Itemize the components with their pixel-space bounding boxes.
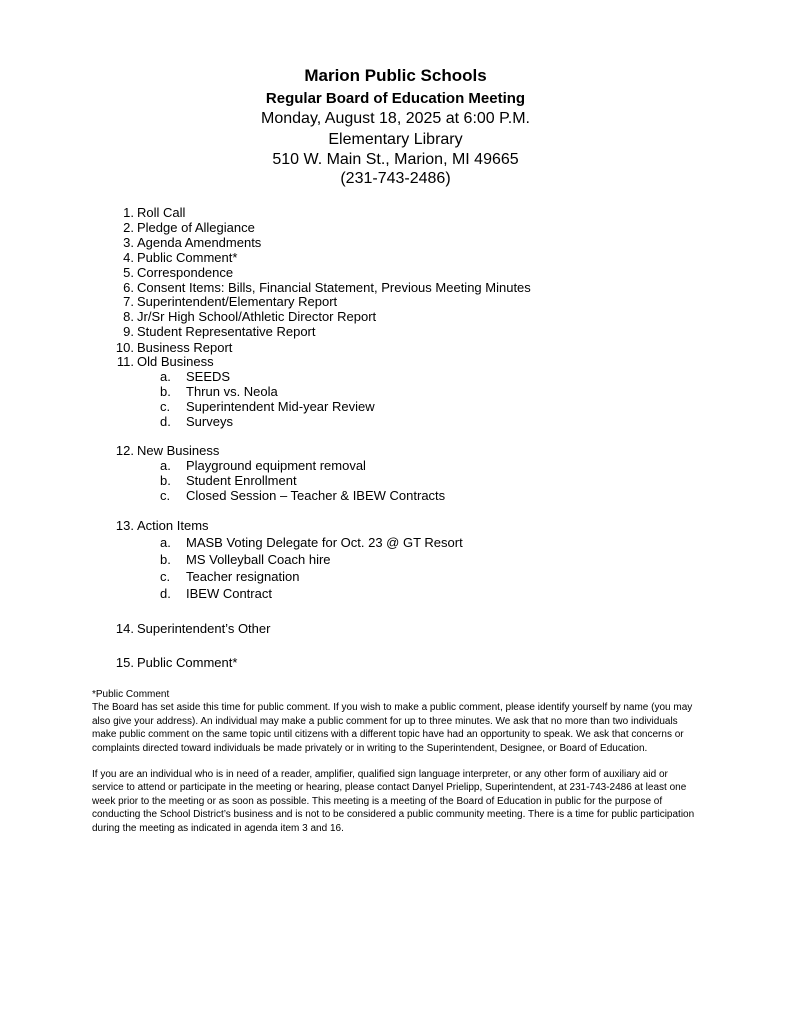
agenda-item-number: 14.	[115, 621, 134, 636]
agenda-item-number: 6.	[123, 280, 134, 295]
agenda-item-number: b.	[160, 552, 171, 567]
notes-heading: *Public Comment	[92, 689, 170, 700]
agenda-item-label: Pledge of Allegiance	[137, 220, 255, 235]
agenda-item-number: c.	[160, 569, 171, 584]
agenda-item-label: Consent Items: Bills, Financial Statement, Previous Meeting Minutes	[137, 280, 531, 295]
agenda-item-number: b.	[160, 473, 171, 488]
agenda-item-number: a.	[160, 458, 171, 473]
agenda-item-label: Jr/Sr High School/Athletic Director Report	[137, 309, 377, 324]
agenda-item-label: Superintendent/Elementary Report	[137, 294, 338, 309]
agenda-item-number: 3.	[123, 235, 134, 250]
agenda-item-label: Playground equipment removal	[186, 458, 366, 473]
agenda-item-number: 13.	[115, 518, 134, 533]
agenda-item-label: Superintendent’s Other	[137, 621, 271, 636]
agenda-item-number: 4.	[123, 250, 134, 265]
agenda-item-number: 15.	[115, 655, 134, 670]
agenda-item-number: 8.	[123, 309, 134, 324]
meeting-phone: (231-743-2486)	[340, 170, 451, 187]
agenda-item-label: Old Business	[137, 354, 214, 369]
agenda-item-number: d.	[160, 586, 171, 601]
agenda-item-label: Superintendent Mid-year Review	[186, 399, 375, 414]
agenda-item-number: 10.	[115, 340, 134, 355]
school-name: Marion Public Schools	[304, 66, 487, 85]
agenda-item-number: 1.	[123, 205, 134, 220]
agenda-item-number: 9.	[123, 324, 134, 339]
agenda-item-label: Roll Call	[137, 205, 186, 220]
agenda-item-label: Public Comment*	[137, 250, 238, 265]
agenda-item-number: d.	[160, 414, 171, 429]
agenda-item-label: IBEW Contract	[186, 586, 272, 601]
notes-paragraph-public-comment: The Board has set aside this time for public comment. If you wish to make a public comment, please identify yourself by name (you may also give your address). An individual may make a public comment for up to three minutes. We ask that no more than two individuals make public comment on the same topic until citizens with a different topic have had an opportunity to speak. We ask that concerns or complaints directed toward individuals be made privately or in writing to the Superintendent, Designee, or Board of Education.	[92, 702, 693, 754]
agenda-item-label: Teacher resignation	[186, 569, 300, 584]
agenda-item-number: a.	[160, 369, 171, 384]
agenda-item-label: Thrun vs. Neola	[186, 384, 278, 399]
agenda-item-label: MASB Voting Delegate for Oct. 23 @ GT Resort	[186, 535, 463, 550]
agenda-item-label: Business Report	[137, 340, 233, 355]
agenda-item-label: SEEDS	[186, 369, 231, 384]
meeting-title: Regular Board of Education Meeting	[265, 90, 526, 107]
agenda-item-label: Surveys	[186, 414, 233, 429]
agenda-item-label: Public Comment*	[137, 655, 238, 670]
agenda-item-number: b.	[160, 384, 171, 399]
public-comment-notes	[92, 688, 702, 835]
notes-paragraph-accessibility: If you are an individual who is in need of a reader, amplifier, qualified sign language interpreter, or any other form of auxiliary aid or service to attend or participate in the meeting or hearing, please contact Danyel Prielipp, Superintendent, at 231-743-2486 at least one week prior to the meeting or as soon as possible. This meeting is a meeting of the Board of Education in public for the purpose of conducting the School District’s business and is not to be considered a public community meeting. There is a time for public participation during the meeting as indicated in agenda item 3 and 16.	[92, 769, 695, 834]
agenda-item-label: Agenda Amendments	[137, 235, 262, 250]
agenda-item-label: Student Representative Report	[137, 324, 316, 339]
agenda-item-number: 11.	[116, 354, 134, 369]
meeting-address: 510 W. Main St., Marion, MI 49665	[272, 151, 519, 168]
agenda-item-label: New Business	[137, 443, 220, 458]
agenda-item-number: 7.	[123, 294, 134, 309]
agenda-item-number: c.	[160, 399, 171, 414]
meeting-datetime: Monday, August 18, 2025 at 6:00 P.M.	[261, 110, 530, 127]
agenda-item-number: c.	[160, 488, 171, 503]
meeting-location: Elementary Library	[328, 131, 463, 148]
agenda-item-label: MS Volleyball Coach hire	[186, 552, 331, 567]
agenda-item-label: Student Enrollment	[186, 473, 297, 488]
agenda-item-number: a.	[160, 535, 171, 550]
agenda-item-label: Closed Session – Teacher & IBEW Contracts	[186, 488, 446, 503]
agenda-item-number: 5.	[123, 265, 134, 280]
agenda-item-label: Action Items	[137, 518, 209, 533]
agenda-item-number: 2.	[123, 220, 134, 235]
agenda-item-label: Correspondence	[137, 265, 234, 280]
agenda-item-number: 12.	[115, 443, 134, 458]
